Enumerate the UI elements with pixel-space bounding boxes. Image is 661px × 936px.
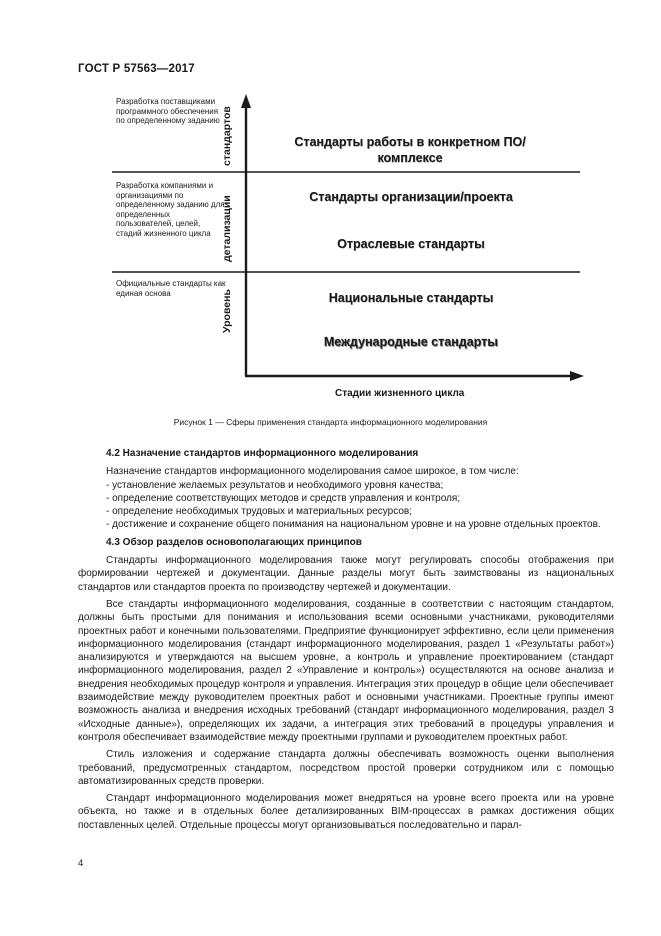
page-number: 4: [78, 858, 84, 869]
standard-national: Национальные стандарты: [328, 291, 494, 305]
row-label-organization: Разработка компаниями и организациями по определенному заданию для определенных пользователей, целей, стадий жизненного цикла: [116, 181, 225, 238]
y-axis-label-part-2: детализации: [221, 195, 233, 262]
paragraph: Стиль изложения и содержание стандарта должны обеспечивать возможность оценки выполнения требований, предусмотренных стандартом, посредством простой проверки сотрудником или с помощью автоматизированных средств проверки.: [78, 749, 614, 787]
y-axis-arrow: [241, 94, 251, 108]
list-item: - достижение и сохранение общего понимания на национальном уровне и на уровне отдельных проектов.: [106, 519, 601, 531]
list-item: - определение соответствующих методов и средств управления и контроля;: [106, 492, 461, 504]
section-4-2-intro: Назначение стандартов информационного моделирования самое широкое, в том числе:: [106, 466, 519, 478]
section-4-2-heading: 4.2 Назначение стандартов информационного моделирования: [106, 448, 419, 459]
list-item: - установление желаемых результатов и необходимого уровня качества;: [106, 479, 444, 491]
standard-international: Международные стандарты: [323, 335, 499, 349]
row-label-official: Официальные стандарты как единая основа: [116, 279, 226, 298]
x-axis-label: Стадии жизненного цикла: [335, 388, 465, 399]
scope-figure: [0, 0, 661, 430]
paragraph: Стандарт информационного моделирования может внедряться на уровне всего проекта или на уровне объекта, но также и в отдельных более детализированных BIM-процессах в рамках достижения общих поставленных целей. Отдельные процессы могут организовываться последовательно и парал-: [78, 793, 614, 831]
list-item: - определение необходимых трудовых и материальных ресурсов;: [106, 506, 412, 518]
standard-industry: Отраслевые стандарты: [337, 237, 485, 251]
document-code: ГОСТ Р 57563—2017: [78, 63, 195, 75]
x-axis-arrow: [570, 371, 584, 381]
section-4-3-heading: 4.3 Обзор разделов основополагающих принципов: [106, 536, 362, 548]
row-label-software: Разработка поставщиками программного обеспечения по определенному заданию: [116, 97, 220, 126]
standard-organization: Стандарты организации/проекта: [309, 190, 513, 204]
figure-caption: Рисунок 1 — Сферы применения стандарта информационного моделирования: [173, 417, 488, 427]
y-axis-label-part-1: Уровень: [221, 289, 233, 333]
y-axis-label-part-3: стандартов: [221, 106, 233, 166]
body-text: [78, 447, 614, 832]
section-4-2-list: [78, 479, 614, 532]
standard-software: Стандарты работы в конкретном ПО/комплексе: [294, 135, 526, 165]
paragraph: Стандарты информационного моделирования также могут регулировать способы отображения при формировании чертежей и документации. Данные разделы могут быть заимствованы из национальных стандартов или стандартов проекта по производству чертежей и документации.: [78, 555, 614, 593]
figure-axes: [0, 0, 661, 430]
paragraph: Все стандарты информационного моделирования, созданные в соответствии с настоящим стандартом, должны быть простыми для понимания и использования всеми основными участниками, руководителями проектных работ и конечными пользователями. Предприятие функционирует эффективно, если цели применения информационного моделирования (стандарт информационного моделирования, раздел 1 «Результаты работ») анализируются и утверждаются на высшем уровне, а контроль и управление проектированием (стандарт информационного моделирования, раздел 2 «Управление и контроль») осуществляются на основе анализа и внедрения необходимых процедур контроля и управления. Интеграция этих процедур в общие цели обеспечивает взаимодействие между руководителем проектных работ и основными участниками. Проектные группы имеют возможность анализа и внедрения исходных требований (стандарт информационного моделирования, раздел 3 «Исходные данные»), определяющих их задачи, а интеграция этих требований в процедуры управления и контроля обеспечивает взаимодействие между проектными группами и руководителем проектных работ.: [78, 598, 614, 743]
